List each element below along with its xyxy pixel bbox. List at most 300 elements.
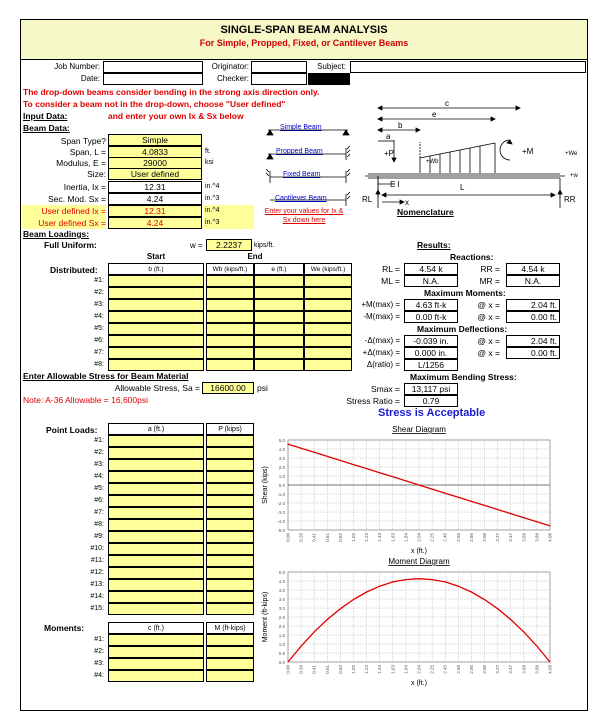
point-load-cell[interactable] (108, 543, 204, 555)
point-load-col-header: a (ft.) (108, 423, 204, 435)
inertia-label: Inertia, Ix = (63, 182, 106, 192)
x-tick-label: 2.86 (468, 533, 474, 542)
x-tick-label: 1.02 (351, 665, 357, 674)
x-tick-label: 3.68 (521, 665, 527, 674)
svg-text:e: e (432, 110, 437, 119)
max-moments-heading: Maximum Moments: (424, 288, 506, 298)
x-tick-label: 0.00 (285, 665, 291, 674)
y-tick-label: 2.0 (278, 465, 285, 470)
point-load-cell[interactable] (206, 447, 254, 459)
moment-row-label: #4: (94, 672, 104, 679)
span-type-label: Span Type? (60, 136, 106, 146)
end-label: End (247, 252, 263, 261)
secmod-label: Sec. Mod. Sx = (48, 194, 106, 204)
svg-text:c: c (445, 99, 449, 108)
checker-field[interactable] (251, 73, 307, 85)
point-load-row-label: #4: (94, 473, 104, 480)
point-load-cell[interactable] (108, 591, 204, 603)
moment-cell[interactable] (108, 634, 204, 646)
smax-value: 13,117 psi (404, 383, 458, 395)
x-tick-label: 3.27 (495, 533, 501, 542)
svg-text:E I: E I (390, 180, 400, 189)
point-load-row-label: #11: (90, 557, 104, 564)
y-tick-label: 2.0 (278, 624, 285, 629)
stress-ratio-label: Stress Ratio = (346, 396, 400, 406)
x-tick-label: 1.63 (390, 665, 396, 674)
dist-cell[interactable] (206, 287, 254, 299)
point-load-cell[interactable] (206, 459, 254, 471)
y-axis-label: Moment (ft-kips) (262, 591, 269, 643)
data-point (327, 456, 328, 457)
point-load-cell[interactable] (206, 591, 254, 603)
data-point (523, 631, 524, 632)
data-point (418, 578, 419, 579)
x-tick-label: 1.63 (390, 533, 396, 542)
point-load-row-label: #5: (94, 485, 104, 492)
max-bending-heading: Maximum Bending Stress: (410, 372, 517, 382)
dist-cell[interactable] (304, 275, 352, 287)
data-point (432, 579, 433, 580)
x-tick-label: 3.06 (481, 533, 487, 542)
allowable-unit: psi (257, 383, 268, 393)
dist-cell[interactable] (304, 287, 352, 299)
data-point (484, 599, 485, 600)
data-point (392, 581, 393, 582)
y-tick-label: -3.0 (277, 510, 285, 515)
y-tick-label: 1.0 (278, 642, 285, 647)
svg-text:+Wb: +Wb (426, 159, 439, 165)
dneg-x-label: @ x = (477, 336, 500, 346)
moment-cell[interactable] (206, 634, 254, 646)
point-load-cell[interactable] (206, 507, 254, 519)
dist-cell[interactable] (108, 347, 204, 359)
user-ix-label: User defined Ix = (22, 205, 106, 217)
cantilever-beam-link[interactable]: Cantilever Beam (275, 195, 327, 202)
dist-col-header: b (ft.) (108, 263, 204, 275)
dist-cell[interactable] (108, 275, 204, 287)
data-point (300, 448, 301, 449)
x-tick-label: 1.84 (403, 665, 409, 674)
svg-text:+w: +w (570, 173, 578, 179)
x-tick-label: 3.47 (508, 665, 514, 674)
mr-label: MR = (479, 276, 500, 286)
point-load-cell[interactable] (108, 567, 204, 579)
data-point (287, 661, 288, 662)
dist-col-header: e (ft.) (254, 263, 304, 275)
results-heading: Results: (417, 240, 451, 250)
x-tick-label: 0.61 (324, 665, 330, 674)
x-tick-label: 2.04 (416, 665, 422, 674)
secmod-unit: in.^3 (205, 195, 220, 202)
job-number-field[interactable] (103, 61, 203, 73)
x-tick-label: 1.23 (364, 665, 370, 674)
moments-label: Moments: (44, 623, 85, 633)
w-label: w = (190, 241, 203, 250)
stress-status: Stress is Acceptable (378, 407, 486, 419)
dist-cell[interactable] (206, 347, 254, 359)
data-point (510, 619, 511, 620)
dist-cell[interactable] (108, 287, 204, 299)
y-tick-label: 1.0 (278, 474, 285, 479)
fixed-beam-link[interactable]: Fixed Beam (283, 171, 321, 178)
user-sx-unit: in.^3 (204, 217, 254, 229)
point-load-row-label: #14: (90, 593, 104, 600)
dist-row-label: #1: (94, 277, 104, 284)
y-tick-label: 4.0 (278, 447, 285, 452)
user-ix-unit: in.^4 (204, 205, 254, 217)
dist-cell[interactable] (254, 335, 304, 347)
point-load-cell[interactable] (108, 603, 204, 615)
subject-label: Subject: (317, 62, 346, 71)
originator-label: Originator: (211, 62, 249, 71)
dist-cell[interactable] (108, 311, 204, 323)
moment-cell[interactable] (206, 670, 254, 682)
point-load-cell[interactable] (206, 435, 254, 447)
point-load-col-header: P (kips) (206, 423, 254, 435)
point-load-cell[interactable] (108, 447, 204, 459)
dist-cell[interactable] (108, 359, 204, 371)
dist-col-header: We (kips/ft.) (304, 263, 352, 275)
page-subtitle: For Simple, Propped, Fixed, or Cantilever Beams (199, 38, 409, 48)
dist-cell[interactable] (108, 299, 204, 311)
size-select[interactable]: User defined (108, 168, 202, 180)
x-tick-label: 3.27 (495, 665, 501, 674)
dist-cell[interactable] (254, 347, 304, 359)
data-point (549, 525, 550, 526)
dist-cell[interactable] (254, 275, 304, 287)
x-tick-label: 0.20 (298, 665, 304, 674)
x-tick-label: 2.45 (442, 665, 448, 674)
dpos-x-label: @ x = (477, 348, 500, 358)
point-load-cell[interactable] (206, 471, 254, 483)
moment-col-header: c (ft.) (108, 622, 204, 634)
x-tick-label: 2.65 (455, 533, 461, 542)
y-tick-label: 2.5 (278, 615, 285, 620)
rl-value: 4.54 k (404, 263, 458, 275)
secmod-value: 4.24 (108, 193, 202, 205)
dratio-value: L/1256 (404, 359, 458, 371)
x-tick-label: 1.84 (403, 533, 409, 542)
dist-cell[interactable] (206, 335, 254, 347)
data-point (549, 661, 550, 662)
data-point (314, 452, 315, 453)
date-field[interactable] (103, 73, 203, 85)
point-load-row-label: #8: (94, 521, 104, 528)
dneg-value: -0.039 in. (404, 335, 458, 347)
dist-row-label: #6: (94, 337, 104, 344)
x-tick-label: 3.68 (521, 533, 527, 542)
distributed-label: Distributed: (50, 265, 98, 275)
mpos-x-label: @ x = (477, 300, 500, 310)
black-cell (308, 73, 350, 85)
dist-cell[interactable] (304, 335, 352, 347)
point-load-cell[interactable] (206, 519, 254, 531)
svg-text:a: a (386, 132, 391, 141)
y-tick-label: 0.5 (278, 651, 285, 656)
user-sx-input[interactable]: 4.24 (108, 217, 202, 229)
beam-loadings-heading: Beam Loadings: (23, 229, 90, 239)
x-axis-label: x (ft.) (411, 548, 427, 555)
x-tick-label: 3.88 (534, 533, 540, 542)
originator-field[interactable] (251, 61, 307, 73)
full-uniform-label: Full Uniform: (44, 240, 97, 250)
point-load-row-label: #13: (90, 581, 104, 588)
dist-cell[interactable] (304, 311, 352, 323)
point-load-cell[interactable] (108, 471, 204, 483)
dist-cell[interactable] (254, 323, 304, 335)
dist-cell[interactable] (254, 311, 304, 323)
moment-row-label: #3: (94, 660, 104, 667)
svg-text:x: x (405, 198, 409, 207)
modulus-input[interactable]: 29000 (108, 157, 202, 169)
x-tick-label: 0.82 (337, 533, 343, 542)
smax-label: Smax = (370, 384, 400, 394)
dist-cell[interactable] (108, 335, 204, 347)
svg-text:L: L (460, 183, 465, 192)
dist-row-label: #7: (94, 349, 104, 356)
dist-cell[interactable] (206, 323, 254, 335)
point-load-row-label: #9: (94, 533, 104, 540)
x-tick-label: 1.02 (351, 533, 357, 542)
modulus-unit: ksi (205, 159, 214, 166)
rl-label: RL = (382, 264, 400, 274)
dist-cell[interactable] (254, 359, 304, 371)
dist-cell[interactable] (304, 299, 352, 311)
page-title: SINGLE-SPAN BEAM ANALYSIS (220, 24, 388, 36)
y-axis-label: Shear (kips) (262, 466, 269, 504)
data-point (523, 517, 524, 518)
mneg-x-label: @ x = (477, 312, 500, 322)
dist-cell[interactable] (304, 359, 352, 371)
dist-cell[interactable] (206, 359, 254, 371)
modulus-label: Modulus, E = (56, 158, 106, 168)
x-tick-label: 2.25 (429, 665, 435, 674)
data-point (536, 646, 537, 647)
y-tick-label: 5.0 (278, 438, 285, 443)
point-load-cell[interactable] (206, 579, 254, 591)
x-tick-label: 2.65 (455, 665, 461, 674)
propped-beam-link[interactable]: Propped Beam (276, 148, 323, 155)
point-load-cell[interactable] (108, 579, 204, 591)
x-tick-label: 2.45 (442, 533, 448, 542)
moment-diagram-chart (258, 554, 558, 689)
y-tick-label: 3.0 (278, 456, 285, 461)
note-line-1: The drop-down beams consider bending in the strong axis direction only. (23, 87, 320, 97)
moment-cell[interactable] (108, 646, 204, 658)
y-tick-label: 3.0 (278, 606, 285, 611)
svg-text:+We: +We (565, 151, 578, 157)
data-point (327, 619, 328, 620)
dist-row-label: #4: (94, 313, 104, 320)
dist-cell[interactable] (304, 347, 352, 359)
allowable-input[interactable]: 16600.00 (202, 382, 254, 394)
point-load-cell[interactable] (108, 531, 204, 543)
dist-cell[interactable] (206, 299, 254, 311)
ml-label: ML = (381, 276, 400, 286)
x-tick-label: 4.08 (547, 665, 553, 674)
start-label: Start (146, 252, 166, 261)
inertia-value: 12.31 (108, 181, 202, 193)
simple-beam-link[interactable]: Simple Beam (280, 124, 322, 131)
enter-values-note-1: Enter your values for Ix & (264, 208, 344, 215)
moment-cell[interactable] (108, 670, 204, 682)
data-point (497, 509, 498, 510)
svg-text:b: b (398, 121, 403, 130)
dneg-x-value: 2.04 ft. (506, 335, 560, 347)
full-uniform-input[interactable]: 2.2237 (206, 239, 252, 251)
dpos-label: +Δ(max) = (362, 348, 400, 357)
y-tick-label: 1.5 (278, 633, 285, 638)
dist-cell[interactable] (304, 323, 352, 335)
data-point (497, 608, 498, 609)
rr-label: RR = (480, 264, 500, 274)
stress-ratio-value: 0.79 (404, 395, 458, 407)
dist-cell[interactable] (254, 299, 304, 311)
y-tick-label: -2.0 (277, 501, 285, 506)
data-point (353, 599, 354, 600)
moment-cell[interactable] (206, 658, 254, 670)
point-load-cell[interactable] (206, 543, 254, 555)
x-tick-label: 1.43 (377, 665, 383, 674)
x-tick-label: 3.47 (508, 533, 514, 542)
rr-value: 4.54 k (506, 263, 560, 275)
moment-cell[interactable] (108, 658, 204, 670)
data-point (458, 497, 459, 498)
ml-value: N.A. (404, 275, 458, 287)
data-point (418, 484, 419, 485)
y-tick-label: 4.5 (278, 579, 285, 584)
user-ix-input[interactable]: 12.31 (108, 205, 202, 217)
x-tick-label: 0.41 (311, 665, 317, 674)
dist-row-label: #5: (94, 325, 104, 332)
nomenclature-diagram (360, 98, 586, 218)
subject-field[interactable] (350, 61, 586, 73)
point-load-cell[interactable] (108, 459, 204, 471)
svg-text:+M: +M (522, 147, 534, 156)
data-point (379, 472, 380, 473)
max-deflections-heading: Maximum Deflections: (417, 324, 508, 334)
x-tick-label: 2.86 (468, 665, 474, 674)
data-point (510, 513, 511, 514)
data-point (536, 521, 537, 522)
data-point (353, 464, 354, 465)
mpos-x-value: 2.04 ft. (506, 299, 560, 311)
point-load-cell[interactable] (108, 483, 204, 495)
point-load-row-label: #7: (94, 509, 104, 516)
y-tick-label: 0.0 (278, 660, 285, 665)
data-point (471, 501, 472, 502)
data-point (432, 488, 433, 489)
dist-row-label: #8: (94, 361, 104, 368)
point-load-row-label: #15: (90, 605, 104, 612)
allowable-heading: Enter Allowable Stress for Beam Material (23, 371, 189, 381)
note-line-3: and enter your own Ix & Sx below (108, 111, 244, 121)
x-tick-label: 0.41 (311, 533, 317, 542)
dpos-value: 0.000 in. (404, 347, 458, 359)
y-tick-label: -5.0 (277, 528, 285, 533)
data-point (392, 476, 393, 477)
dist-cell[interactable] (206, 275, 254, 287)
span-label: Span, L = (69, 147, 106, 157)
moment-col-header: M (ft-kips) (206, 622, 254, 634)
svg-text:RL: RL (362, 195, 373, 204)
y-tick-label: 3.5 (278, 597, 285, 602)
point-load-row-label: #12: (90, 569, 104, 576)
moment-cell[interactable] (206, 646, 254, 658)
point-load-cell[interactable] (206, 531, 254, 543)
point-load-cell[interactable] (108, 435, 204, 447)
x-tick-label: 4.08 (547, 533, 553, 542)
mneg-x-value: 0.00 ft. (506, 311, 560, 323)
dist-cell[interactable] (108, 323, 204, 335)
point-load-cell[interactable] (108, 519, 204, 531)
y-tick-label: 4.0 (278, 588, 285, 593)
dist-cell[interactable] (254, 287, 304, 299)
data-point (340, 608, 341, 609)
point-loads-label: Point Loads: (46, 425, 98, 435)
data-point (366, 591, 367, 592)
span-type-select[interactable]: Simple (108, 134, 202, 146)
data-point (458, 586, 459, 587)
user-sx-label: User defined Sx = (22, 217, 106, 229)
dist-col-header: Wb (kips/ft.) (206, 263, 254, 275)
nomenclature-title: Nomenclature (397, 207, 454, 217)
mpos-value: 4.63 ft-k (404, 299, 458, 311)
data-point (340, 460, 341, 461)
point-load-cell[interactable] (206, 603, 254, 615)
span-input[interactable]: 4.0833 (108, 146, 202, 158)
allowable-label: Allowable Stress, Sa = (114, 383, 200, 393)
point-load-row-label: #6: (94, 497, 104, 504)
input-data-heading: Input Data: (23, 111, 68, 121)
data-point (471, 591, 472, 592)
data-point (379, 586, 380, 587)
moment-row-label: #2: (94, 648, 104, 655)
point-load-cell[interactable] (206, 555, 254, 567)
point-load-cell[interactable] (206, 495, 254, 507)
x-tick-label: 1.43 (377, 533, 383, 542)
y-tick-label: -4.0 (277, 519, 285, 524)
point-load-cell[interactable] (206, 567, 254, 579)
x-tick-label: 0.82 (337, 665, 343, 674)
svg-text:+P: +P (384, 149, 395, 158)
point-load-cell[interactable] (108, 495, 204, 507)
data-point (366, 468, 367, 469)
dpos-x-value: 0.00 ft. (506, 347, 560, 359)
dist-row-label: #3: (94, 301, 104, 308)
mr-value: N.A. (506, 275, 560, 287)
point-load-cell[interactable] (206, 483, 254, 495)
note-line-2: To consider a beam not in the drop-down, choose "User defined" (23, 99, 286, 109)
x-tick-label: 3.88 (534, 665, 540, 674)
x-tick-label: 0.20 (298, 533, 304, 542)
x-tick-label: 0.00 (285, 533, 291, 542)
reactions-heading: Reactions: (450, 252, 494, 262)
span-unit: ft. (205, 148, 211, 155)
data-point (300, 646, 301, 647)
y-tick-label: 5.0 (278, 570, 285, 575)
point-load-row-label: #2: (94, 449, 104, 456)
point-load-row-label: #3: (94, 461, 104, 468)
point-load-cell[interactable] (108, 555, 204, 567)
sheet-header (21, 20, 587, 60)
y-tick-label: 0.0 (278, 483, 285, 488)
chart-title: Shear Diagram (392, 425, 446, 434)
point-load-cell[interactable] (108, 507, 204, 519)
dist-cell[interactable] (206, 311, 254, 323)
data-point (484, 505, 485, 506)
data-point (445, 493, 446, 494)
